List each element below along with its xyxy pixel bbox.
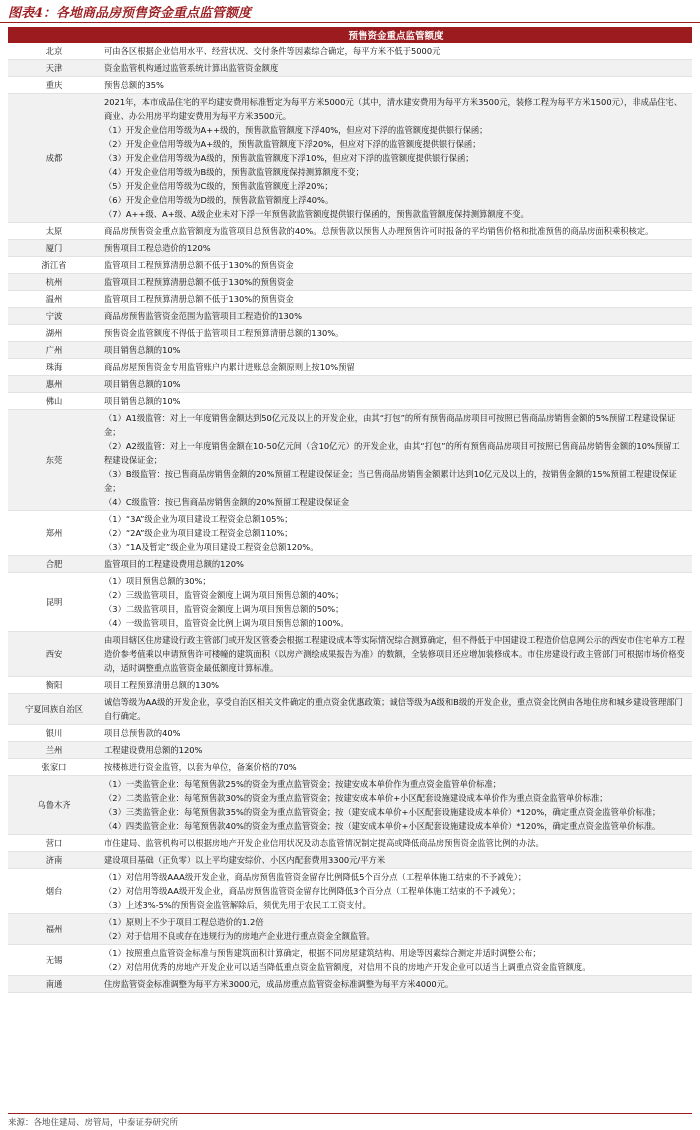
policy-cell xyxy=(100,223,692,240)
policy-line: （1）对信用等级AAA级开发企业，商品房预售监管资金留存比例降低5个百分点（工程单体施工结束的不予减免）； xyxy=(104,872,527,882)
policy-line: 项目销售总额的10% xyxy=(104,396,181,406)
policy-line: （2）开发企业信用等级为A+级的，预售款监管额度下浮20%，但应对下浮的监管额度提供银行保函； xyxy=(104,139,481,149)
table-header-row xyxy=(8,27,692,43)
policy-line: 工程建设费用总额的120% xyxy=(104,745,203,755)
policy-line: （2）二类监管企业：每笔预售款30%的资金为重点监管资金；按建安成本单价+小区配套设施建设成本单价作为重点资金监管单价标准； xyxy=(104,793,608,803)
policy-cell xyxy=(100,60,692,77)
table-row xyxy=(8,94,692,223)
city-cell: 太原 xyxy=(8,223,100,240)
city-cell: 郑州 xyxy=(8,511,100,556)
policy-cell xyxy=(100,393,692,410)
city-cell: 银川 xyxy=(8,725,100,742)
city-cell: 重庆 xyxy=(8,77,100,94)
table-row xyxy=(8,240,692,257)
policy-cell xyxy=(100,677,692,694)
policy-line: （3）开发企业信用等级为A级的，预售款监管额度下浮10%，但应对下浮的监管额度提供银行保函； xyxy=(104,153,474,163)
table-row xyxy=(8,376,692,393)
supervision-table xyxy=(8,27,692,993)
city-cell: 天津 xyxy=(8,60,100,77)
city-cell: 昆明 xyxy=(8,573,100,632)
policy-line: （2）“2A”级企业为项目建设工程资金总额110%； xyxy=(104,528,293,538)
city-cell: 宁夏回族自治区 xyxy=(8,694,100,725)
table-row xyxy=(8,393,692,410)
figure-title: 图表4：各地商品房预售资金重点监管额度 xyxy=(8,6,252,21)
table-row xyxy=(8,776,692,835)
policy-cell xyxy=(100,291,692,308)
policy-line: （3）B级监管：按已售商品房销售金额的20%预留工程建设保证金；当已售商品房销售金额累计达到10亿元及以上的，按销售金额的15%预留工程建设保证金； xyxy=(104,469,677,493)
policy-line: 项目销售总额的10% xyxy=(104,379,181,389)
policy-cell xyxy=(100,725,692,742)
policy-line: （3）“1A及暂定”级企业为项目建设工程资金总额120%。 xyxy=(104,542,319,552)
city-cell: 张家口 xyxy=(8,759,100,776)
table-row xyxy=(8,325,692,342)
policy-cell xyxy=(100,410,692,511)
policy-cell xyxy=(100,852,692,869)
table-row xyxy=(8,914,692,945)
policy-cell xyxy=(100,359,692,376)
policy-cell xyxy=(100,94,692,223)
amount-header: 预售资金重点监管额度 xyxy=(100,27,692,43)
city-cell: 广州 xyxy=(8,342,100,359)
city-cell: 佛山 xyxy=(8,393,100,410)
city-cell: 浙江省 xyxy=(8,257,100,274)
table-row xyxy=(8,308,692,325)
policy-cell xyxy=(100,742,692,759)
policy-line: 2021年，本市成品住宅的平均建安费用标准暂定为每平方米5000元（其中，清水建安费用为每平方米3500元，装修工程为每平方米1500元），非成品住宅、商业、办公用房平均建安费用为每平方米3500元。 xyxy=(104,97,683,121)
table-row xyxy=(8,342,692,359)
policy-cell xyxy=(100,694,692,725)
policy-line: （2）A2级监管：对上一年度销售金额在10-50亿元间（含10亿元）的开发企业，由其“打包”的所有预售商品房项目可按照已售商品房销售金额的10%预留工程建设保证金； xyxy=(104,441,680,465)
policy-line: （3）上述3%-5%的预售资金监管解除后，须优先用于农民工工资支付。 xyxy=(104,900,371,910)
policy-line: （2）对信用优秀的房地产开发企业可以适当降低重点资金监管额度，对信用不良的房地产开发企业可以适当上调重点资金监管额度。 xyxy=(104,962,591,972)
policy-line: （3）三类监管企业：每笔预售款35%的资金为重点监管资金；按（建安成本单价+小区配套设施建设成本单价）*120%，确定重点资金监管单价标准； xyxy=(104,807,661,817)
city-cell: 湖州 xyxy=(8,325,100,342)
policy-line: 可由各区根据企业信用水平、经营状况、交付条件等因素综合确定，每平方米不低于5000元 xyxy=(104,46,441,56)
policy-line: 按楼栋进行资金监管，以套为单位，备案价格的70% xyxy=(104,762,297,772)
city-cell: 营口 xyxy=(8,835,100,852)
city-cell: 杭州 xyxy=(8,274,100,291)
city-cell: 惠州 xyxy=(8,376,100,393)
table-row xyxy=(8,274,692,291)
city-cell: 西安 xyxy=(8,632,100,677)
policy-cell xyxy=(100,976,692,993)
policy-line: 由项目辖区住房建设行政主管部门或开发区管委会根据工程建设成本等实际情况综合测算确定，但不得低于中国建设工程造价信息网公示的西安市住宅单方工程造价参考值乘以申请预售许可楼幢的建筑面积（以房产测绘成果报告为准）的数额，全装修项目还应增加装修成本。市住房建设行政主管部门可根据市场价格变动，适时调整重点监管资金最低额度计算标准。 xyxy=(104,635,685,673)
table-row xyxy=(8,223,692,240)
city-cell: 乌鲁木齐 xyxy=(8,776,100,835)
table-row xyxy=(8,60,692,77)
policy-line: （1）A1级监管：对上一年度销售金额达到50亿元及以上的开发企业，由其“打包”的所有预售商品房项目可按照已售商品房销售金额的5%预留工程建设保证金； xyxy=(104,413,676,437)
city-cell: 南通 xyxy=(8,976,100,993)
table-row xyxy=(8,742,692,759)
table-row xyxy=(8,835,692,852)
policy-line: （4）C级监管：按已售商品房销售金额的20%预留工程建设保证金 xyxy=(104,497,350,507)
city-cell: 宁波 xyxy=(8,308,100,325)
table-row xyxy=(8,291,692,308)
city-cell: 合肥 xyxy=(8,556,100,573)
policy-line: （2）三级监管项目，监管资金额度上调为项目预售总额的40%； xyxy=(104,590,344,600)
policy-line: （4）四类监管企业：每笔预售款40%的资金为重点监管资金；按（建安成本单价+小区配套设施建设成本单价）*120%，确定重点资金监管单价标准。 xyxy=(104,821,661,831)
policy-line: 监管项目的工程建设费用总额的120% xyxy=(104,559,244,569)
city-cell: 济南 xyxy=(8,852,100,869)
policy-line: （4）一级监管项目，监管资金比例上调为项目预售总额的100%。 xyxy=(104,618,349,628)
policy-line: （2）对于信用不良或存在违规行为的房地产企业进行重点资金全额监管。 xyxy=(104,931,375,941)
policy-cell xyxy=(100,240,692,257)
table-row xyxy=(8,511,692,556)
policy-line: 监管项目工程预算清册总额不低于130%的预售资金 xyxy=(104,277,294,287)
table-row xyxy=(8,632,692,677)
city-cell: 成都 xyxy=(8,94,100,223)
policy-line: （6）开发企业信用等级为D级的，预售款监管额度上浮40%。 xyxy=(104,195,334,205)
policy-cell xyxy=(100,632,692,677)
table-row xyxy=(8,677,692,694)
policy-line: （1）开发企业信用等级为A++级的，预售款监管额度下浮40%，但应对下浮的监管额度提供银行保函； xyxy=(104,125,488,135)
table-row xyxy=(8,43,692,60)
policy-line: 商品房预售资金重点监管额度为监管项目总预售款的40%。总预售款以预售人办理预售许可时报备的平均销售价格和批准预售的商品房面积乘积核定。 xyxy=(104,226,654,236)
table-row xyxy=(8,77,692,94)
policy-cell xyxy=(100,759,692,776)
city-cell: 珠海 xyxy=(8,359,100,376)
policy-line: 诚信等级为AA级的开发企业，享受自治区相关文件确定的重点资金优惠政策；诚信等级为A级和B级的开发企业，重点资金比例由各地住房和城乡建设管理部门自行确定。 xyxy=(104,697,683,721)
policy-line: （1）按照重点监管资金标准与预售建筑面积计算确定，根据不同房屋建筑结构、用途等因素综合测定并适时调整公布； xyxy=(104,948,541,958)
policy-line: （2）对信用等级AA级开发企业，商品房预售监管资金留存比例降低3个百分点（工程单体施工结束的不予减免）； xyxy=(104,886,521,896)
policy-cell xyxy=(100,573,692,632)
policy-line: 监管项目工程预算清册总额不低于130%的预售资金 xyxy=(104,260,294,270)
policy-line: 预售总额的35% xyxy=(104,80,164,90)
policy-line: （3）二级监管项目，监管资金额度上调为项目预售总额的50%； xyxy=(104,604,344,614)
policy-line: 监管项目工程预算清册总额不低于130%的预售资金 xyxy=(104,294,294,304)
source-note: 来源：各地住建局、房管局，中泰证券研究所 xyxy=(8,1113,692,1128)
policy-cell xyxy=(100,257,692,274)
policy-line: （5）开发企业信用等级为C级的，预售款监管额度上浮20%； xyxy=(104,181,333,191)
city-cell: 衡阳 xyxy=(8,677,100,694)
policy-cell xyxy=(100,77,692,94)
policy-cell xyxy=(100,308,692,325)
policy-cell xyxy=(100,325,692,342)
table-row xyxy=(8,694,692,725)
figure-title-bar xyxy=(0,0,700,23)
city-cell: 福州 xyxy=(8,914,100,945)
table-row xyxy=(8,759,692,776)
policy-cell xyxy=(100,342,692,359)
policy-line: （1）项目预售总额的30%； xyxy=(104,576,211,586)
policy-line: （1）一类监管企业：每笔预售款25%的资金为重点监管资金；按建安成本单价作为重点资金监管单价标准； xyxy=(104,779,502,789)
policy-cell xyxy=(100,945,692,976)
table-row xyxy=(8,976,692,993)
policy-line: （4）开发企业信用等级为B级的，预售款监管额度保持测算额度不变； xyxy=(104,167,364,177)
policy-cell xyxy=(100,914,692,945)
policy-line: 商品房屋预售资金专用监管账户内累计进账总金额原则上按10%预留 xyxy=(104,362,355,372)
city-header xyxy=(8,27,100,43)
table-row xyxy=(8,852,692,869)
policy-line: 建设项目基础（正负零）以上平均建安综价、小区内配套费用3300元/平方米 xyxy=(104,855,386,865)
policy-line: 预售资金监管额度不得低于监管项目工程预算清册总额的130%。 xyxy=(104,328,344,338)
table-row xyxy=(8,573,692,632)
policy-cell xyxy=(100,869,692,914)
policy-cell xyxy=(100,556,692,573)
city-cell: 东莞 xyxy=(8,410,100,511)
table-row xyxy=(8,410,692,511)
city-cell: 温州 xyxy=(8,291,100,308)
table-row xyxy=(8,945,692,976)
policy-cell xyxy=(100,376,692,393)
table-row xyxy=(8,359,692,376)
table-row xyxy=(8,725,692,742)
policy-line: 市住建局、监管机构可以根据房地产开发企业信用状况及动态监管情况制定提高或降低商品房预售资金监管比例的办法。 xyxy=(104,838,544,848)
policy-line: 住房监管资金标准调整为每平方米3000元，成品房重点监管资金标准调整为每平方米4000元。 xyxy=(104,979,454,989)
city-cell: 北京 xyxy=(8,43,100,60)
policy-line: （1）原则上不少于项目工程总造价的1.2倍 xyxy=(104,917,264,927)
policy-line: 项目销售总额的10% xyxy=(104,345,181,355)
policy-line: （1）“3A”级企业为项目建设工程资金总额105%； xyxy=(104,514,293,524)
policy-line: 项目总预售款的40% xyxy=(104,728,181,738)
policy-cell xyxy=(100,835,692,852)
policy-line: （7）A++级、A+级、A级企业未对下浮一年预售款监管额度提供银行保函的，预售款监管额度保持测算额度不变。 xyxy=(104,209,529,219)
city-cell: 烟台 xyxy=(8,869,100,914)
policy-cell xyxy=(100,274,692,291)
city-cell: 兰州 xyxy=(8,742,100,759)
policy-line: 商品房预售监管资金范围为监管项目工程造价的130% xyxy=(104,311,302,321)
policy-line: 预售项目工程总造价的120% xyxy=(104,243,211,253)
policy-cell xyxy=(100,776,692,835)
policy-line: 项目工程预算清册总额的130% xyxy=(104,680,219,690)
policy-cell xyxy=(100,511,692,556)
policy-line: 资金监管机构通过监管系统计算出监管资金额度 xyxy=(104,63,279,73)
city-cell: 厦门 xyxy=(8,240,100,257)
table-row xyxy=(8,257,692,274)
policy-cell xyxy=(100,43,692,60)
table-row xyxy=(8,556,692,573)
table-body xyxy=(8,43,692,993)
city-cell: 无锡 xyxy=(8,945,100,976)
table-row xyxy=(8,869,692,914)
